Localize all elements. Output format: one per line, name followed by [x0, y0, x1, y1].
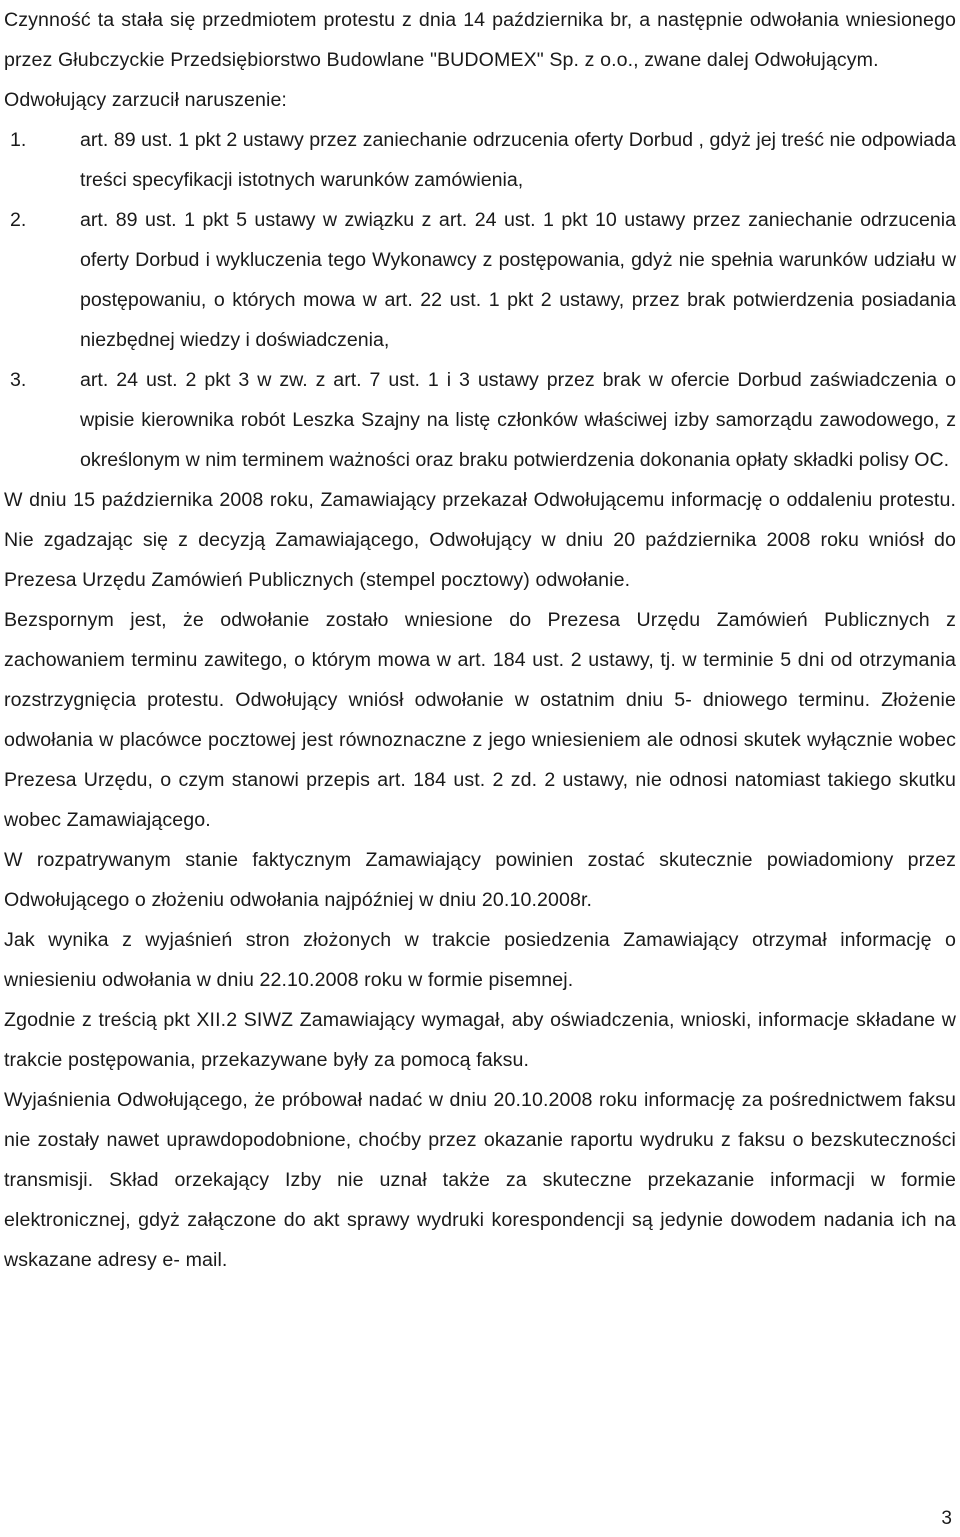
- page-number: 3: [941, 1508, 952, 1529]
- list-item-number: 2.: [10, 209, 27, 231]
- charges-intro: Odwołujący zarzucił naruszenie:: [4, 89, 287, 111]
- list-item-text: art. 24 ust. 2 pkt 3 w zw. z art. 7 ust. 1 i 3 ustawy przez brak w ofercie Dorbud zaświadczenia o wpisie kierownika robót Leszka Szajny na listę członków właściwej izby samorządu zawodowego, z określonym w nim terminem ważności oraz braku potwierdzenia dokonania opłaty składki polisy OC.: [80, 369, 956, 471]
- charges-list: [4, 120, 956, 480]
- list-item: [4, 200, 956, 360]
- list-item: [4, 120, 956, 200]
- paragraph-siwz-fax: Zgodnie z treścią pkt XII.2 SIWZ Zamawiający wymagał, aby oświadczenia, wnioski, informacje składane w trakcie postępowania, przekazywane były za pomocą faksu.: [4, 1009, 956, 1071]
- list-item-text: art. 89 ust. 1 pkt 5 ustawy w związku z art. 24 ust. 1 pkt 10 ustawy przez zaniechanie odrzucenia oferty Dorbud i wykluczenia tego Wykonawcy z postępowania, gdyż nie spełnia warunków udziału w postępowaniu, o których mowa w art. 22 ust. 1 pkt 2 ustawy, przez brak potwierdzenia posiadania niezbędnej wiedzy i doświadczenia,: [80, 209, 956, 351]
- document-page: [4, 0, 956, 1280]
- list-item-number: 3.: [10, 369, 27, 391]
- paragraph-notification-received: Jak wynika z wyjaśnień stron złożonych w trakcie posiedzenia Zamawiający otrzymał informację o wniesieniu odwołania w dniu 22.10.2008 roku w formie pisemnej.: [4, 929, 956, 991]
- intro-paragraph: Czynność ta stała się przedmiotem protestu z dnia 14 października br, a następnie odwołania wniesionego przez Głubczyckie Przedsiębiorstwo Budowlane "BUDOMEX" Sp. z o.o., zwane dalej Odwołującym.: [4, 9, 956, 71]
- list-item-number: 1.: [10, 129, 27, 151]
- paragraph-notification-duty: W rozpatrywanym stanie faktycznym Zamawiający powinien zostać skutecznie powiadomiony przez Odwołującego o złożeniu odwołania najpóźniej w dniu 20.10.2008r.: [4, 849, 956, 911]
- list-item: [4, 360, 956, 480]
- paragraph-fax-attempt: Wyjaśnienia Odwołującego, że próbował nadać w dniu 20.10.2008 roku informację za pośrednictwem faksu nie zostały nawet uprawdopodobnione, choćby przez okazanie raportu wydruku z faksu o bezskuteczności transmisji. Skład orzekający Izby nie uznał także za skuteczne przekazanie informacji w formie elektronicznej, gdyż załączone do akt sprawy wydruki korespondencji są jedynie dowodem nadania ich na wskazane adresy e- mail.: [4, 1089, 956, 1271]
- paragraph-appeal-deadline: Bezspornym jest, że odwołanie zostało wniesione do Prezesa Urzędu Zamówień Publicznych z zachowaniem terminu zawitego, o którym mowa w art. 184 ust. 2 ustawy, tj. w terminie 5 dni od otrzymania rozstrzygnięcia protestu. Odwołujący wniósł odwołanie w ostatnim dniu 5- dniowego terminu. Złożenie odwołania w placówce pocztowej jest równoznaczne z jego wniesieniem ale odnosi skutek wyłącznie wobec Prezesa Urzędu, o czym stanowi przepis art. 184 ust. 2 zd. 2 ustawy, nie odnosi natomiast takiego skutku wobec Zamawiającego.: [4, 609, 956, 831]
- paragraph-protest-dismissal: W dniu 15 października 2008 roku, Zamawiający przekazał Odwołującemu informację o oddaleniu protestu. Nie zgadzając się z decyzją Zamawiającego, Odwołujący w dniu 20 października 2008 roku wniósł do Prezesa Urzędu Zamówień Publicznych (stempel pocztowy) odwołanie.: [4, 489, 956, 591]
- list-item-text: art. 89 ust. 1 pkt 2 ustawy przez zaniechanie odrzucenia oferty Dorbud , gdyż jej treść nie odpowiada treści specyfikacji istotnych warunków zamówienia,: [80, 129, 956, 191]
